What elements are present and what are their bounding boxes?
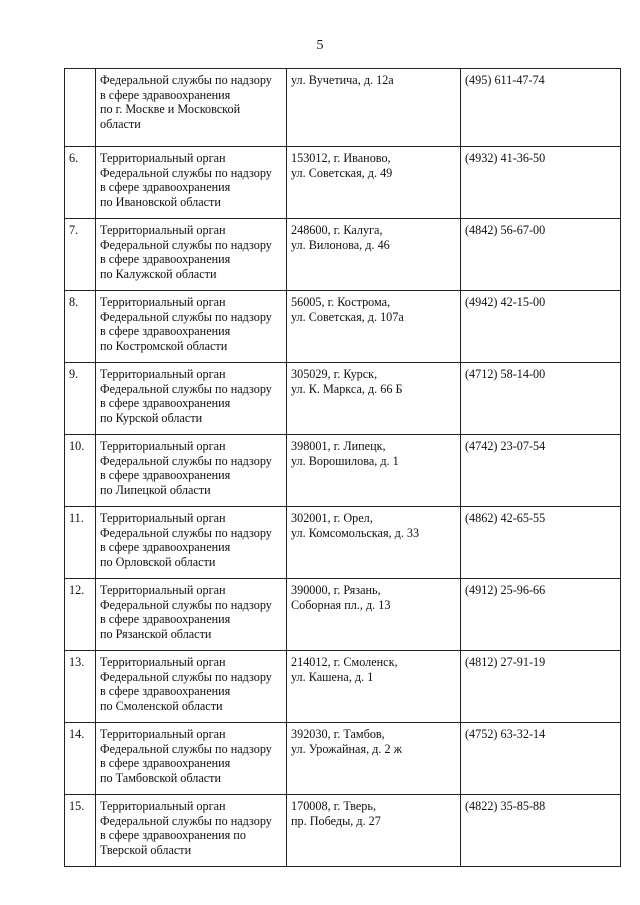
organization-line: Федеральной службы по надзору [100, 597, 272, 612]
address-line: 305029, г. Курск, [291, 367, 378, 381]
address-line: ул. Советская, д. 49 [291, 165, 393, 180]
table-row [65, 219, 621, 291]
phone-cell: (4842) 56-67-00 [461, 219, 621, 291]
phone-cell: (4942) 42-15-00 [461, 291, 621, 363]
address-cell [287, 69, 461, 147]
registry-table [64, 68, 621, 867]
organization-line: Федеральной службы по надзору [100, 813, 272, 828]
row-number-cell: 7. [65, 219, 96, 291]
organization-line: Федеральной службы по надзору [100, 309, 272, 324]
address-line: 214012, г. Смоленск, [291, 655, 398, 669]
row-number-cell: 12. [65, 579, 96, 651]
organization-line: Территориальный орган [100, 583, 226, 597]
row-number-cell: 8. [65, 291, 96, 363]
organization-line: Федеральной службы по надзору [100, 381, 272, 396]
organization-cell [96, 435, 287, 507]
address-line: 56005, г. Кострома, [291, 295, 391, 309]
organization-line: Территориальный орган [100, 511, 226, 525]
organization-cell [96, 219, 287, 291]
organization-line: в сфере здравоохранения [100, 540, 231, 554]
phone-cell: (4812) 27-91-19 [461, 651, 621, 723]
organization-line: Территориальный орган [100, 439, 226, 453]
organization-line: в сфере здравоохранения [100, 684, 231, 698]
organization-line: Территориальный орган [100, 367, 226, 381]
organization-cell [96, 291, 287, 363]
organization-cell [96, 507, 287, 579]
organization-cell [96, 147, 287, 219]
address-line: ул. Вучетича, д. 12а [291, 73, 394, 87]
row-number-cell: 13. [65, 651, 96, 723]
organization-line: Федеральной службы по надзору [100, 73, 272, 87]
organization-line: в сфере здравоохранения [100, 756, 231, 770]
page-number: 5 [316, 38, 324, 53]
organization-cell [96, 363, 287, 435]
organization-line: по Ивановской области [100, 194, 221, 209]
address-line: 398001, г. Липецк, [291, 439, 386, 453]
address-line: ул. Кашена, д. 1 [291, 669, 374, 684]
address-line: 302001, г. Орел, [291, 511, 373, 525]
address-cell [287, 363, 461, 435]
table-row [65, 435, 621, 507]
organization-line: Федеральной службы по надзору [100, 669, 272, 684]
organization-line: по Смоленской области [100, 698, 223, 713]
organization-line: в сфере здравоохранения по [100, 828, 246, 842]
address-line: Соборная пл., д. 13 [291, 597, 391, 612]
address-cell [287, 795, 461, 867]
phone-cell: (4822) 35-85-88 [461, 795, 621, 867]
row-number-cell: 11. [65, 507, 96, 579]
phone-cell: (4932) 41-36-50 [461, 147, 621, 219]
address-line: ул. Урожайная, д. 2 ж [291, 741, 403, 756]
organization-line: по г. Москве и Московской [100, 102, 241, 116]
organization-line: по Орловской области [100, 554, 216, 569]
organization-cell [96, 579, 287, 651]
row-number-cell: 6. [65, 147, 96, 219]
address-line: ул. Вилонова, д. 46 [291, 237, 390, 252]
registry-table-body [65, 69, 621, 867]
address-line: 153012, г. Иваново, [291, 151, 391, 165]
organization-line: области [100, 116, 141, 131]
organization-cell [96, 69, 287, 147]
table-row [65, 69, 621, 147]
organization-line: по Калужской области [100, 266, 217, 281]
phone-cell: (495) 611-47-74 [461, 69, 621, 147]
organization-line: в сфере здравоохранения [100, 180, 231, 194]
table-row [65, 651, 621, 723]
organization-line: Территориальный орган [100, 655, 226, 669]
address-cell [287, 219, 461, 291]
address-line: ул. Советская, д. 107а [291, 309, 404, 324]
address-line: 170008, г. Тверь, [291, 799, 377, 813]
organization-line: Территориальный орган [100, 799, 226, 813]
organization-line: в сфере здравоохранения [100, 396, 231, 410]
address-line: 392030, г. Тамбов, [291, 727, 385, 741]
organization-line: в сфере здравоохранения [100, 87, 231, 102]
organization-cell [96, 723, 287, 795]
address-line: 390000, г. Рязань, [291, 583, 381, 597]
organization-line: Федеральной службы по надзору [100, 741, 272, 756]
organization-line: Территориальный орган [100, 151, 226, 165]
table-row [65, 147, 621, 219]
row-number-cell: 10. [65, 435, 96, 507]
address-line: 248600, г. Калуга, [291, 223, 383, 237]
organization-line: по Курской области [100, 410, 203, 425]
address-cell [287, 507, 461, 579]
address-cell [287, 291, 461, 363]
table-row [65, 795, 621, 867]
row-number-cell: 9. [65, 363, 96, 435]
address-cell [287, 651, 461, 723]
table-row [65, 291, 621, 363]
organization-line: по Рязанской области [100, 626, 212, 641]
address-line: ул. К. Маркса, д. 66 Б [291, 381, 403, 396]
organization-line: в сфере здравоохранения [100, 252, 231, 266]
address-cell [287, 723, 461, 795]
address-line: пр. Победы, д. 27 [291, 813, 381, 828]
phone-cell: (4862) 42-65-55 [461, 507, 621, 579]
table-row [65, 723, 621, 795]
address-line: ул. Ворошилова, д. 1 [291, 453, 399, 468]
address-line: ул. Комсомольская, д. 33 [291, 525, 420, 540]
organization-cell [96, 795, 287, 867]
row-number-cell [65, 69, 96, 147]
address-cell [287, 435, 461, 507]
organization-line: в сфере здравоохранения [100, 324, 231, 338]
table-row [65, 579, 621, 651]
organization-line: Федеральной службы по надзору [100, 237, 272, 252]
table-row [65, 363, 621, 435]
organization-line: Федеральной службы по надзору [100, 165, 272, 180]
organization-line: по Липецкой области [100, 482, 211, 497]
organization-line: Территориальный орган [100, 223, 226, 237]
phone-cell: (4712) 58-14-00 [461, 363, 621, 435]
row-number-cell: 15. [65, 795, 96, 867]
organization-line: в сфере здравоохранения [100, 612, 231, 626]
organization-line: в сфере здравоохранения [100, 468, 231, 482]
organization-line: Территориальный орган [100, 295, 226, 309]
address-cell [287, 147, 461, 219]
phone-cell: (4752) 63-32-14 [461, 723, 621, 795]
row-number-cell: 14. [65, 723, 96, 795]
organization-line: по Костромской области [100, 338, 228, 353]
organization-cell [96, 651, 287, 723]
address-cell [287, 579, 461, 651]
phone-cell: (4742) 23-07-54 [461, 435, 621, 507]
phone-cell: (4912) 25-96-66 [461, 579, 621, 651]
organization-line: Федеральной службы по надзору [100, 525, 272, 540]
organization-line: по Тамбовской области [100, 770, 222, 785]
organization-line: Территориальный орган [100, 727, 226, 741]
organization-line: Федеральной службы по надзору [100, 453, 272, 468]
table-row [65, 507, 621, 579]
organization-line: Тверской области [100, 842, 192, 857]
